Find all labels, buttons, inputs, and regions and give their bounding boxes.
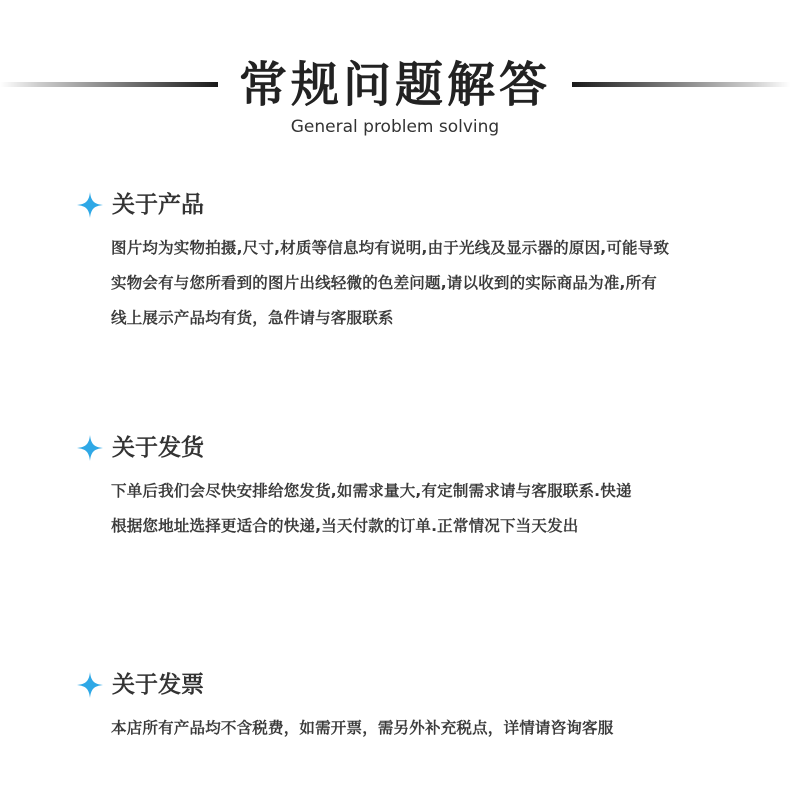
body-line: 本店所有产品均不含税费，如需开票，需另外补充税点，详情请咨询客服 bbox=[111, 719, 614, 737]
section-body bbox=[111, 231, 776, 336]
header-rule-left bbox=[0, 82, 218, 87]
page-subtitle: General problem solving bbox=[290, 117, 500, 137]
page-title: 常规问题解答 bbox=[238, 57, 551, 113]
body-line: 根据您地址选择更适合的快递,当天付款的订单.正常情况下当天发出 bbox=[111, 517, 579, 535]
sparkle-icon bbox=[76, 434, 104, 462]
section-body bbox=[111, 711, 776, 746]
section-heading bbox=[76, 430, 204, 466]
sparkle-icon bbox=[76, 671, 104, 699]
body-line: 线上展示产品均有货，急件请与客服联系 bbox=[111, 309, 394, 327]
body-line: 实物会有与您所看到的图片出线轻微的色差问题,请以收到的实际商品为准,所有 bbox=[111, 274, 657, 292]
body-line: 图片均为实物拍摄,尺寸,材质等信息均有说明,由于光线及显示器的原因,可能导致 bbox=[111, 239, 670, 257]
section-title: 关于产品 bbox=[112, 192, 204, 218]
page-header bbox=[0, 0, 790, 150]
section-body bbox=[111, 474, 776, 544]
section-heading bbox=[76, 187, 204, 223]
section-title: 关于发货 bbox=[112, 435, 204, 461]
header-rule-right bbox=[572, 82, 790, 87]
section-title: 关于发票 bbox=[112, 672, 204, 698]
sparkle-icon bbox=[76, 191, 104, 219]
section-heading bbox=[76, 667, 204, 703]
body-line: 下单后我们会尽快安排给您发货,如需求量大,有定制需求请与客服联系.快递 bbox=[111, 482, 632, 500]
